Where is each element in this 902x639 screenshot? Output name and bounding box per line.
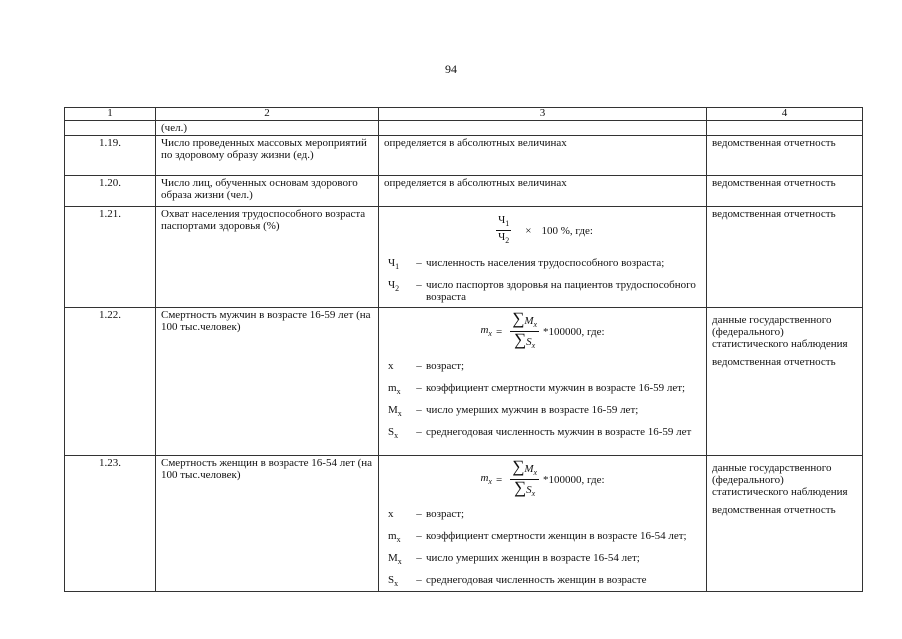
data-source: ведомственная отчетность xyxy=(707,176,863,207)
row-number: 1.23. xyxy=(65,456,156,592)
data-source-secondary: ведомственная отчетность xyxy=(712,504,836,516)
definition-symbol: M xyxy=(388,404,398,416)
data-source-primary: данные государственного (федерального) статистического наблюдения xyxy=(712,314,848,350)
data-source: ведомственная отчетность xyxy=(707,136,863,176)
definition-sub: x xyxy=(396,535,401,544)
definition-item xyxy=(384,279,701,303)
definition-text: число умерших мужчин в возрасте 16-59 лет; xyxy=(426,404,639,416)
formula-lhs: m xyxy=(480,471,489,484)
definition-text: число паспортов здоровья на пациентов трудоспособного возраста xyxy=(426,279,696,303)
table-row xyxy=(65,136,863,176)
definition-sub: 2 xyxy=(395,284,400,293)
definition-text: коэффициент смертности женщин в возрасте 16-54 лет; xyxy=(426,530,687,542)
sigma-icon: ∑ xyxy=(514,330,527,349)
definition-text: коэффициент смертности мужчин в возрасте 16-59 лет; xyxy=(426,382,686,394)
definition-item xyxy=(384,382,701,398)
definition-dash: – xyxy=(416,404,422,416)
formula xyxy=(384,311,701,352)
indicator-name: Число проведенных массовых мероприятий по здоровому образу жизни (ед.) xyxy=(156,136,379,176)
fraction xyxy=(510,459,539,500)
definition-symbol: m xyxy=(388,382,397,394)
denominator-sub: x xyxy=(531,489,536,498)
header-col-1: 1 xyxy=(65,108,156,121)
denominator-sub: x xyxy=(531,341,536,350)
indicator-name: Число лиц, обученных основам здорового образа жизни (чел.) xyxy=(156,176,379,207)
denominator-sub: 2 xyxy=(505,236,510,245)
header-row xyxy=(65,108,863,121)
indicator-name: Охват населения трудоспособного возраста паспортами здоровья (%) xyxy=(156,207,379,308)
definition-sub: x xyxy=(394,579,399,588)
definition-item xyxy=(384,257,701,273)
definition-dash: – xyxy=(416,360,422,372)
header-col-3: 3 xyxy=(379,108,707,121)
definition-symbol: Ч xyxy=(388,279,396,291)
fraction xyxy=(496,214,511,247)
definition-text: возраст; xyxy=(426,360,465,372)
sigma-icon: ∑ xyxy=(512,309,525,328)
formula-tail: *100000, где: xyxy=(543,473,605,486)
definition-item xyxy=(384,404,701,420)
calculation-method: определяется в абсолютных величинах xyxy=(379,176,707,207)
definition-symbol: Ч xyxy=(388,257,396,269)
definition-sub: x xyxy=(397,409,402,418)
sigma-icon: ∑ xyxy=(514,478,527,497)
data-source xyxy=(707,308,863,456)
formula-tail: 100 %, где: xyxy=(541,224,593,237)
definition-item xyxy=(384,574,701,590)
definition-text: среднегодовая численность женщин в возрасте xyxy=(426,574,647,586)
continuation-row xyxy=(65,121,863,136)
data-source xyxy=(707,456,863,592)
definition-symbol: S xyxy=(388,574,395,586)
definition-item xyxy=(384,360,701,376)
denominator: S xyxy=(526,484,532,496)
numerator-sub: x xyxy=(533,468,538,477)
definition-dash: – xyxy=(416,552,422,564)
fraction xyxy=(510,311,539,352)
definition-text: число умерших женщин в возрасте 16-54 лет; xyxy=(426,552,640,564)
definition-text: численность населения трудоспособного возраста; xyxy=(426,257,665,269)
sigma-icon: ∑ xyxy=(512,457,525,476)
definition-dash: – xyxy=(416,574,422,586)
definition-item xyxy=(384,552,701,568)
formula-lhs-sub: x xyxy=(488,476,492,486)
formula-lhs-sub: x xyxy=(488,328,492,338)
numerator-sub: 1 xyxy=(505,219,510,228)
definition-symbol: x xyxy=(388,360,394,372)
denominator: Ч xyxy=(498,231,506,243)
definition-item xyxy=(384,426,701,442)
table-row xyxy=(65,207,863,308)
denominator: S xyxy=(526,336,532,348)
header-col-4: 4 xyxy=(707,108,863,121)
equals-sign: = xyxy=(495,473,503,486)
table-row xyxy=(65,176,863,207)
definition-sub: x xyxy=(394,431,399,440)
definition-text: возраст; xyxy=(426,508,465,520)
indicators-table xyxy=(64,107,863,592)
definition-dash: – xyxy=(416,426,422,438)
definition-symbol: M xyxy=(388,552,398,564)
calculation-method xyxy=(379,308,707,456)
calculation-method xyxy=(379,207,707,308)
row-number: 1.19. xyxy=(65,136,156,176)
definition-item xyxy=(384,508,701,524)
cont-source xyxy=(707,121,863,136)
data-source-secondary: ведомственная отчетность xyxy=(712,356,836,368)
cont-num xyxy=(65,121,156,136)
formula xyxy=(384,459,701,500)
definition-symbol: m xyxy=(388,530,397,542)
page-number: 94 xyxy=(445,62,457,76)
definition-sub: 1 xyxy=(395,262,400,271)
numerator-sub: x xyxy=(533,320,538,329)
definition-dash: – xyxy=(416,382,422,394)
table-row xyxy=(65,308,863,456)
definition-dash: – xyxy=(416,279,422,291)
row-number: 1.22. xyxy=(65,308,156,456)
calculation-method: определяется в абсолютных величинах xyxy=(379,136,707,176)
cont-method xyxy=(379,121,707,136)
data-source: ведомственная отчетность xyxy=(707,207,863,308)
row-number: 1.20. xyxy=(65,176,156,207)
equals-sign: = xyxy=(495,325,503,338)
definition-sub: x xyxy=(397,557,402,566)
cont-name: (чел.) xyxy=(156,121,379,136)
numerator: Ч xyxy=(498,214,506,226)
formula-lhs: m xyxy=(480,323,489,336)
definition-dash: – xyxy=(416,508,422,520)
indicator-name: Смертность мужчин в возрасте 16-59 лет (на 100 тыс.человек) xyxy=(156,308,379,456)
definition-dash: – xyxy=(416,257,422,269)
table-row xyxy=(65,456,863,592)
definition-item xyxy=(384,530,701,546)
definition-text: среднегодовая численность мужчин в возрасте 16-59 лет xyxy=(426,426,692,438)
definition-dash: – xyxy=(416,530,422,542)
header-col-2: 2 xyxy=(156,108,379,121)
definition-symbol: x xyxy=(388,508,394,520)
indicator-name: Смертность женщин в возрасте 16-54 лет (на 100 тыс.человек) xyxy=(156,456,379,592)
numerator: M xyxy=(524,463,534,475)
data-source-primary: данные государственного (федерального) статистического наблюдения xyxy=(712,462,848,498)
row-number: 1.21. xyxy=(65,207,156,308)
calculation-method xyxy=(379,456,707,592)
definition-symbol: S xyxy=(388,426,395,438)
numerator: M xyxy=(524,315,534,327)
times-sign: × xyxy=(525,224,532,237)
definition-sub: x xyxy=(396,387,401,396)
formula xyxy=(384,214,701,247)
formula-tail: *100000, где: xyxy=(543,325,605,338)
